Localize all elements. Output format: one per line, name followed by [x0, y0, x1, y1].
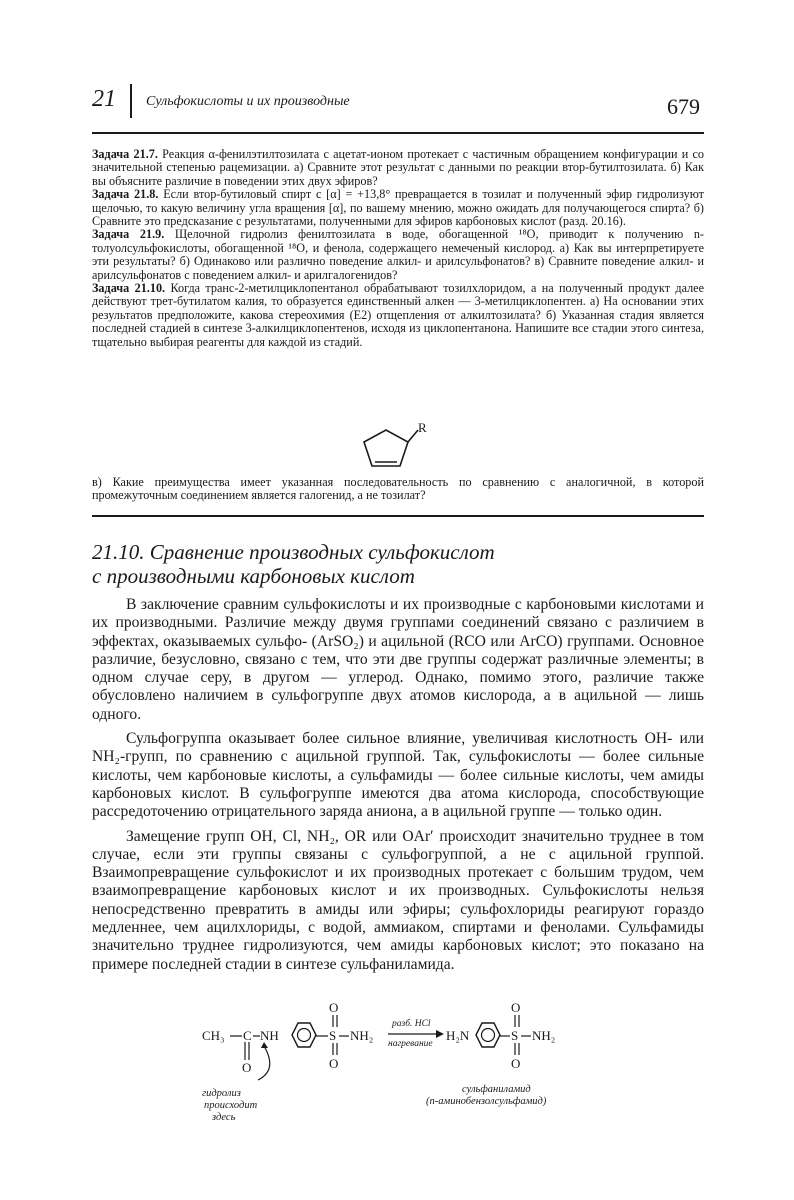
page-header [92, 82, 704, 128]
paragraph: Сульфогруппа оказывает более сильное влияние, увеличивая кислотность OH- или NH₂-групп, по сравнению с ацильной группой. Так, сульфокислоты — более сильные кислоты, чем карбоновые кислоты, а сульфамиды — более сильные кислоты, чем амиды карбоновых кислот. В сульфогруппе имеются два атома кислорода, способствующие рассредоточению отрицательного заряда аниона, а в ацильной группе — только один. [92, 730, 704, 821]
amide-nh2-label: NH₂ [532, 1028, 556, 1043]
problem-part-c [92, 476, 704, 503]
section-title-line: с производными карбоновых кислот [92, 564, 415, 588]
carbonyl-oxygen-label: O [242, 1060, 252, 1075]
aniline-nh2-label: H₂N [446, 1028, 470, 1043]
header-rule [92, 132, 704, 134]
problem-label: Задача 21.7. [92, 147, 158, 161]
sulfur-label: S [511, 1028, 519, 1043]
reagent-label: разб. HCl [392, 1019, 431, 1029]
problem-text: Реакция α-фенилэтилтозилата с ацетат-ионом протекает с частичным обращением конфигурации и со значительной степенью рацемизации. а) Сравните этот результат с данными по реакции втор-бутилтозилата. б) Как вы объясните различие в поведении этих двух эфиров? [92, 147, 705, 188]
problem-label: Задача 21.8. [92, 187, 159, 202]
amide-nh2-label: NH₂ [350, 1028, 374, 1043]
section-title [92, 540, 704, 588]
section-title-line: 21.10. Сравнение производных сульфокислот [92, 540, 495, 564]
sulfur-label: S [329, 1028, 337, 1043]
cyclopentene-structure [352, 420, 432, 470]
sulfanilamide-hydrolysis-scheme [198, 1000, 628, 1150]
problem-label: Задача 21.9. [92, 227, 165, 242]
problem-21-7 [92, 148, 704, 188]
problem-text: Если втор-бутиловый спирт с [α] = +13,8° превращается в тозилат и полученный эфир гидролизуют щелочью, то какую величину угла вращения [α], по вашему мнению, можно ожидать для получающегося спирта? б) Сравните это предсказание с результатами, полученными для эфиров карбоновых кислот (разд. 20.16). [92, 187, 705, 229]
carbon-label: C [243, 1028, 252, 1043]
substituent-label: R [418, 420, 427, 435]
note-line: гидролиз [202, 1088, 241, 1099]
problem-text: в) Какие преимущества имеет указанная последовательность по сравнению с аналогичной, в которой промежуточным соединением является галогенид, а не тозилат? [92, 475, 704, 503]
note-line: здесь [212, 1112, 236, 1123]
chapter-number: 21 [92, 86, 116, 112]
page-number: 679 [667, 94, 700, 119]
problems-bottom-rule [92, 515, 704, 517]
sulfonyl-oxygen-bottom: O [511, 1056, 521, 1071]
nh-label: NH [260, 1028, 279, 1043]
sulfonyl-oxygen-bottom: O [329, 1056, 339, 1071]
product-name: сульфаниламид [462, 1084, 531, 1095]
paragraph: Замещение групп OH, Cl, NH₂, OR или OAr′ происходит значительно труднее в том случае, если эти группы связаны с сульфогруппой, а не с ацильной группой. Взаимопревращение сульфокислот и их производных протекает с большим трудом, чем взаимопревращение карбоновых кислот и их производных. Сульфокислоты нельзя непосредственно превратить в амиды или эфиры; сульфохлориды реагируют гораздо медленнее, чем ацилхлориды, с водой, аммиаком, спиртами и фенолами. Сульфамиды значительно труднее гидролизуются, чем амиды карбоновых кислот; это показано на примере последней стадии в синтезе сульфаниламида. [92, 827, 704, 973]
note-line: происходит [204, 1100, 258, 1111]
condition-label: нагревание [388, 1039, 433, 1049]
problem-21-8 [92, 188, 704, 228]
methyl-label: CH₃ [202, 1028, 225, 1043]
body-text [92, 596, 704, 974]
problem-text: Щелочной гидролиз фенилтозилата в воде, обогащенной ¹⁸O, приводит к получению n-толуолсульфокислоты, обогащенной ¹⁸O, и фенола, содержащего немеченый кислород. а) Как вы интерпретируете эти результаты? б) Одинаково или различно поведение алкил- и арилсульфонатов? в) Сравните поведение алкил- и арилсульфонатов с поведением алкил- и арилгалогенидов? [92, 227, 704, 282]
product-systematic-name: (n-аминобензолсульфамид) [426, 1096, 547, 1107]
header-divider [130, 84, 132, 118]
paragraph: В заключение сравним сульфокислоты и их производные с карбоновыми кислотами и их производными. Различие между двумя группами соединений связано с различием в эффектах, оказываемых сульфо- (ArSO₂) и ацильной (RCO или ArCO) группами. Основное различие, безусловно, связано с тем, что эти две группы содержат различные элементы; в одном случае серу, в другом — углерод. Однако, помимо этого, различие также обусловлено наличием в сульфогруппе двух атомов кислорода, а в ацильной — лишь одного. [92, 596, 704, 723]
problems-block [92, 148, 704, 349]
problem-21-10 [92, 282, 704, 349]
problem-text: Когда транс-2-метилциклопентанол обрабатывают тозилхлоридом, а на полученный продукт далее действуют трет-бутилатом калия, то образуется единственный алкен — 3-метилциклопентен. а) На основании этих результатов предположите, какова стереохимия (E2) отщепления от алкилтозилата? б) Указанная стадия является последней стадией в синтезе 3-алкилциклопентенов, исходя из циклопентанона. Напишите все стадии этого синтеза, тщательно выбирая реагенты для каждой из стадий. [92, 281, 704, 349]
problem-label: Задача 21.10. [92, 281, 166, 296]
problem-21-9 [92, 228, 704, 282]
sulfonyl-oxygen-top: O [329, 1000, 339, 1015]
sulfonyl-oxygen-top: O [511, 1000, 521, 1015]
chapter-title: Сульфокислоты и их производные [146, 94, 350, 109]
